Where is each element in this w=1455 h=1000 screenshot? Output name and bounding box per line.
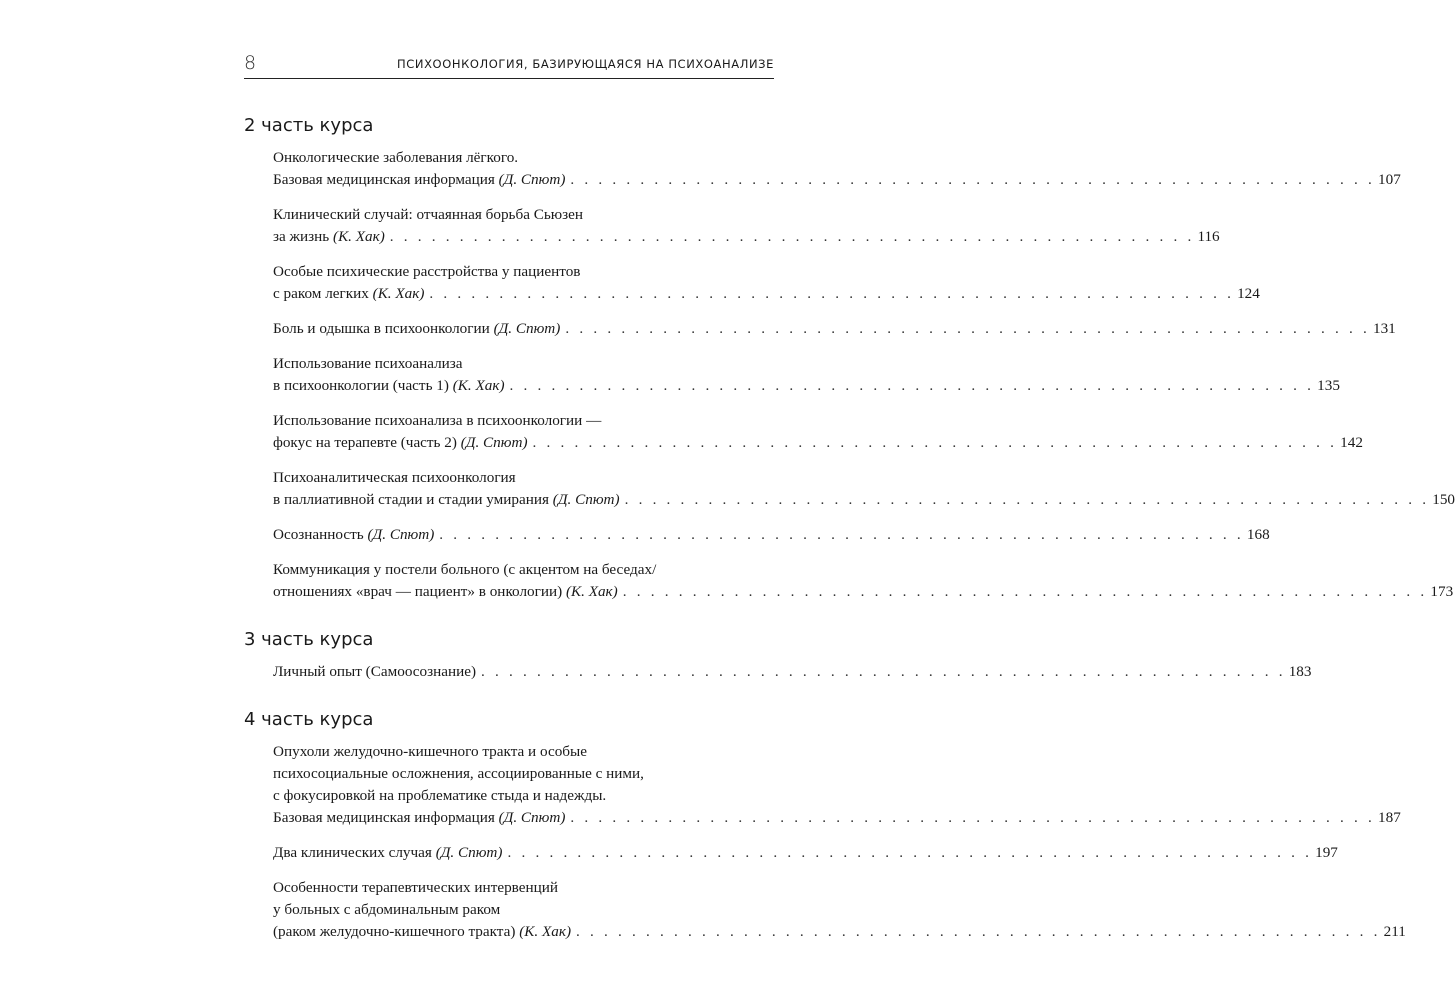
entry-author: (Д. Спют) bbox=[493, 320, 561, 337]
toc-entry[interactable] bbox=[273, 559, 1454, 603]
entry-page-number: 124 bbox=[1237, 285, 1260, 302]
entry-title: Личный опыт (Самоосознание) bbox=[273, 663, 477, 680]
entry-page-number: 197 bbox=[1315, 844, 1338, 861]
entry-final-line bbox=[273, 661, 1312, 683]
entry-author: (Д. Спют) bbox=[498, 809, 566, 826]
entry-title: Два клинических случая bbox=[273, 844, 432, 861]
entry-title-line: с фокусировкой на проблематике стыда и надежды. bbox=[273, 787, 607, 804]
dot-leader: . . . . . . . . . . . . . . . . . . . . . . . . . . . . . . . . . . . . . . . . . . . . . . . . . . . . . . . . . . bbox=[389, 228, 1195, 245]
dot-leader: . . . . . . . . . . . . . . . . . . . . . . . . . . . . . . . . . . . . . . . . . . . . . . . . . . . . . . . . . . bbox=[532, 434, 1338, 451]
toc-entry[interactable] bbox=[273, 318, 1396, 340]
running-header bbox=[244, 52, 774, 79]
entry-title-line: Использование психоанализа в психоонкологии — bbox=[273, 412, 602, 429]
entry-page-number: 142 bbox=[1340, 434, 1363, 451]
dot-leader: . . . . . . . . . . . . . . . . . . . . . . . . . . . . . . . . . . . . . . . . . . . . . . . . . . . . . . . . . . bbox=[439, 526, 1244, 543]
entry-author: (Д. Спют) bbox=[552, 491, 620, 508]
running-title: ПСИХООНКОЛОГИЯ, БАЗИРУЮЩАЯСЯ НА ПСИХОАНАЛИЗЕ bbox=[397, 57, 774, 71]
toc-entry[interactable] bbox=[273, 353, 1340, 397]
entry-page-number: 135 bbox=[1317, 377, 1340, 394]
entry-final-line bbox=[273, 921, 1406, 943]
entry-author: (Д. Спют) bbox=[498, 171, 566, 188]
dot-leader: . . . . . . . . . . . . . . . . . . . . . . . . . . . . . . . . . . . . . . . . . . . . . . . . . . . . . . . . . . bbox=[622, 583, 1428, 600]
entry-final-line bbox=[273, 524, 1270, 546]
entry-title: в психоонкологии (часть 1) bbox=[273, 377, 449, 394]
dot-leader: . . . . . . . . . . . . . . . . . . . . . . . . . . . . . . . . . . . . . . . . . . . . . . . . . . . . . . . . . . bbox=[570, 171, 1376, 188]
entry-title: в паллиативной стадии и стадии умирания bbox=[273, 491, 549, 508]
entry-title: Боль и одышка в психоонкологии bbox=[273, 320, 490, 337]
toc-entry[interactable] bbox=[273, 147, 1401, 191]
dot-leader: . . . . . . . . . . . . . . . . . . . . . . . . . . . . . . . . . . . . . . . . . . . . . . . . . . . . . . . . . . bbox=[429, 285, 1235, 302]
entry-page-number: 116 bbox=[1197, 228, 1220, 245]
entry-final-line bbox=[273, 375, 1340, 397]
entry-title-line: Психоаналитическая психоонкология bbox=[273, 469, 516, 486]
entry-page-number: 168 bbox=[1246, 526, 1270, 543]
entry-page-number: 150 bbox=[1432, 491, 1455, 508]
course-part bbox=[244, 629, 1312, 683]
entry-title-line: Коммуникация у постели больного (с акцентом на беседах/ bbox=[273, 561, 657, 578]
entry-title: с раком легких bbox=[273, 285, 369, 302]
dot-leader: . . . . . . . . . . . . . . . . . . . . . . . . . . . . . . . . . . . . . . . . . . . . . . . . . . . . . . . . . . bbox=[565, 320, 1370, 337]
toc-entry[interactable] bbox=[273, 204, 1220, 248]
toc-entry[interactable] bbox=[273, 741, 1401, 829]
toc-entry[interactable] bbox=[273, 842, 1338, 864]
entry-page-number: 107 bbox=[1378, 171, 1401, 188]
entry-page-number: 173 bbox=[1430, 583, 1454, 600]
entry-author: (К. Хак) bbox=[333, 228, 385, 245]
course-part bbox=[244, 115, 1455, 603]
part-heading: 4 часть курса bbox=[244, 709, 374, 730]
toc-entry[interactable] bbox=[273, 661, 1312, 683]
entry-title-line: Онкологические заболевания лёгкого. bbox=[273, 149, 519, 166]
entry-title: Базовая медицинская информация bbox=[273, 171, 495, 188]
entry-page-number: 131 bbox=[1372, 320, 1396, 337]
entry-page-number: 211 bbox=[1383, 923, 1406, 940]
dot-leader: . . . . . . . . . . . . . . . . . . . . . . . . . . . . . . . . . . . . . . . . . . . . . . . . . . . . . . . . . . bbox=[509, 377, 1315, 394]
entry-author: (К. Хак) bbox=[565, 583, 618, 600]
entry-author: (Д. Спют) bbox=[460, 434, 528, 451]
entry-final-line bbox=[273, 489, 1455, 511]
entry-final-line bbox=[273, 226, 1220, 248]
toc-entry[interactable] bbox=[273, 524, 1270, 546]
entry-author: (К. Хак) bbox=[372, 285, 425, 302]
entry-title-line: Особые психические расстройства у пациентов bbox=[273, 263, 581, 280]
toc-entry[interactable] bbox=[273, 261, 1260, 305]
entry-title-line: Особенности терапевтических интервенций bbox=[273, 879, 558, 896]
page-number: 8 bbox=[244, 52, 257, 74]
entry-final-line bbox=[273, 169, 1401, 191]
entry-title: отношениях «врач — пациент» в онкологии) bbox=[273, 583, 563, 600]
entry-final-line bbox=[273, 283, 1260, 305]
course-part bbox=[244, 709, 1406, 943]
entry-final-line bbox=[273, 842, 1338, 864]
entry-author: (Д. Спют) bbox=[367, 526, 435, 543]
entry-final-line bbox=[273, 318, 1396, 340]
table-of-contents bbox=[244, 115, 1455, 969]
toc-entry[interactable] bbox=[273, 467, 1455, 511]
entry-title: фокус на терапевте (часть 2) bbox=[273, 434, 457, 451]
entry-title-line: у больных с абдоминальным раком bbox=[273, 901, 501, 918]
dot-leader: . . . . . . . . . . . . . . . . . . . . . . . . . . . . . . . . . . . . . . . . . . . . . . . . . . . . . . . . . . bbox=[570, 809, 1376, 826]
part-heading: 3 часть курса bbox=[244, 629, 374, 650]
entry-final-line bbox=[273, 807, 1401, 829]
entry-title: Базовая медицинская информация bbox=[273, 809, 495, 826]
entry-title-line: Клинический случай: отчаянная борьба Сьюзен bbox=[273, 206, 584, 223]
entry-title: за жизнь bbox=[273, 228, 330, 245]
entry-title-line: Использование психоанализа bbox=[273, 355, 463, 372]
entry-page-number: 187 bbox=[1378, 809, 1401, 826]
entry-final-line bbox=[273, 581, 1454, 603]
entry-author: (К. Хак) bbox=[519, 923, 572, 940]
dot-leader: . . . . . . . . . . . . . . . . . . . . . . . . . . . . . . . . . . . . . . . . . . . . . . . . . . . . . . . . . . bbox=[507, 844, 1313, 861]
entry-title: Осознанность bbox=[273, 526, 364, 543]
part-heading: 2 часть курса bbox=[244, 115, 374, 136]
entry-title: (раком желудочно-кишечного тракта) bbox=[273, 923, 516, 940]
entry-final-line bbox=[273, 432, 1363, 454]
dot-leader: . . . . . . . . . . . . . . . . . . . . . . . . . . . . . . . . . . . . . . . . . . . . . . . . . . . . . . . . . . bbox=[624, 491, 1430, 508]
entry-author: (Д. Спют) bbox=[435, 844, 503, 861]
dot-leader: . . . . . . . . . . . . . . . . . . . . . . . . . . . . . . . . . . . . . . . . . . . . . . . . . . . . . . . . . . bbox=[576, 923, 1381, 940]
entry-title-line: психосоциальные осложнения, ассоциированные с ними, bbox=[273, 765, 644, 782]
toc-entry[interactable] bbox=[273, 877, 1406, 943]
toc-entry[interactable] bbox=[273, 410, 1363, 454]
dot-leader: . . . . . . . . . . . . . . . . . . . . . . . . . . . . . . . . . . . . . . . . . . . . . . . . . . . . . . . . . . bbox=[481, 663, 1286, 680]
entry-title-line: Опухоли желудочно-кишечного тракта и особые bbox=[273, 743, 587, 760]
entry-author: (К. Хак) bbox=[452, 377, 505, 394]
entry-page-number: 183 bbox=[1288, 663, 1312, 680]
